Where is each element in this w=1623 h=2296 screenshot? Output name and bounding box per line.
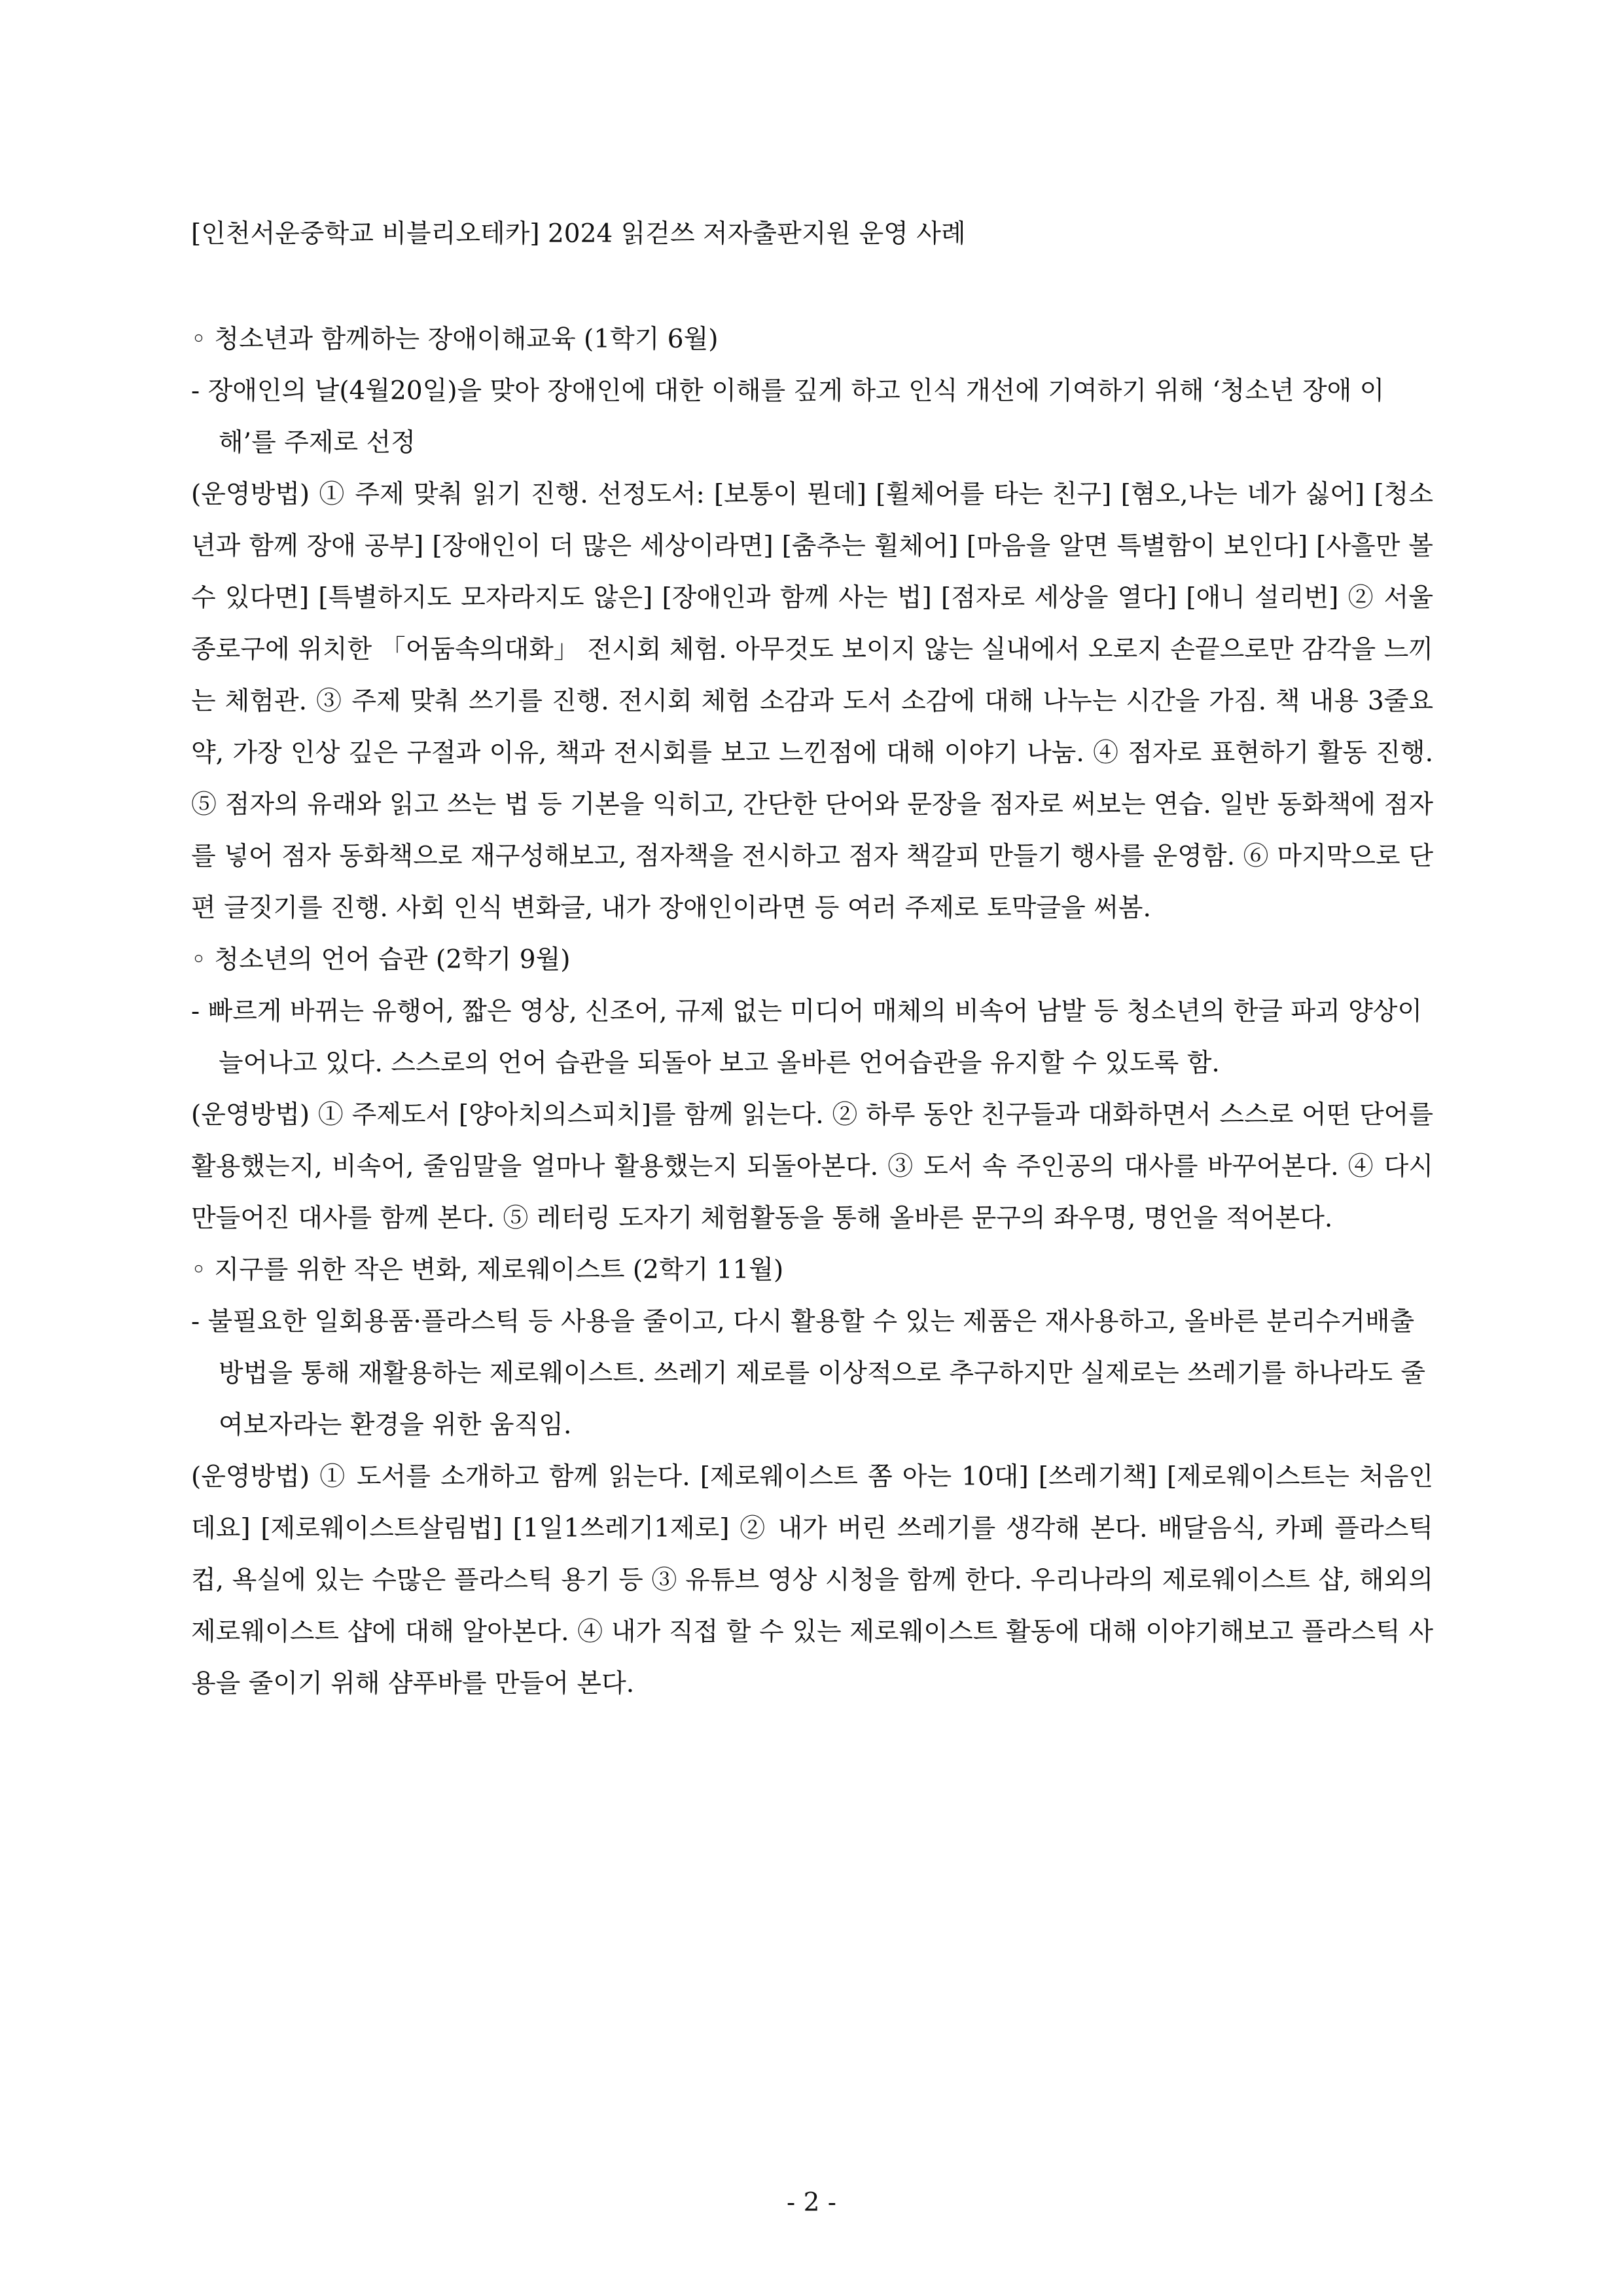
document-title: [인천서운중학교 비블리오테카] 2024 읽걷쓰 저자출판지원 운영 사례 (191, 219, 966, 249)
document-body (191, 208, 1433, 1710)
section-disability-education (191, 314, 1433, 934)
section-method: (운영방법) ① 주제도서 [양아치의스피치]를 함께 읽는다. ② 하루 동안 친구들과 대화하면서 스스로 어떤 단어를 활용했는지, 비속어, 줄임말을 얼마나 활용했는지 되돌아본다. ③ 도서 속 주인공의 대사를 바꾸어본다. ④ 다시 만들어진 대사를 함께 본다. ⑤ 레터링 도자기 체험활동을 통해 올바른 문구의 좌우명, 명언을 적어본다. (191, 1100, 1433, 1233)
section-description: - 불필요한 일회용품·플라스틱 등 사용을 줄이고, 다시 활용할 수 있는 제품은 재사용하고, 올바른 분리수거배출 방법을 통해 재활용하는 제로웨이스트. 쓰레기 제로를 이상적으로 추구하지만 실제로는 쓰레기를 하나라도 줄여보자라는 환경을 위한 움직임. (191, 1307, 1426, 1440)
section-description: - 장애인의 날(4월20일)을 맞아 장애인에 대한 이해를 깊게 하고 인식 개선에 기여하기 위해 ‘청소년 장애 이해’를 주제로 선정 (191, 376, 1385, 457)
section-heading: ◦ 청소년의 언어 습관 (2학기 9월) (191, 945, 571, 975)
section-language-habits (191, 934, 1433, 1244)
section-method: (운영방법) ① 도서를 소개하고 함께 읽는다. [제로웨이스트 쫌 아는 10대] [쓰레기책] [제로웨이스트는 처음인데요] [제로웨이스트살림법] [1일1쓰레기1제로] ② 내가 버린 쓰레기를 생각해 본다. 배달음식, 카페 플라스틱 컵, 욕실에 있는 수많은 플라스틱 용기 등 ③ 유튜브 영상 시청을 함께 한다. 우리나라의 제로웨이스트 샵, 해외의 제로웨이스트 샵에 대해 알아본다. ④ 내가 직접 할 수 있는 제로웨이스트 활동에 대해 이야기해보고 플라스틱 사용을 줄이기 위해 샴푸바를 만들어 본다. (191, 1462, 1433, 1698)
section-heading: ◦ 청소년과 함께하는 장애이해교육 (1학기 6월) (191, 325, 719, 354)
section-method: (운영방법) ① 주제 맞춰 읽기 진행. 선정도서: [보통이 뭔데] [휠체어를 타는 친구] [혐오,나는 네가 싫어] [청소년과 함께 장애 공부] [장애인이 더 많은 세상이라면] [춤추는 휠체어] [마음을 알면 특별함이 보인다] [사흘만 볼 수 있다면] [특별하지도 모자라지도 않은] [장애인과 함께 사는 법] [점자로 세상을 열다] [애니 설리번] ② 서울 종로구에 위치한 「어둠속의대화」 전시회 체험. 아무것도 보이지 않는 실내에서 오로지 손끝으로만 감각을 느끼는 체험관. ③ 주제 맞춰 쓰기를 진행. 전시회 체험 소감과 도서 소감에 대해 나누는 시간을 가짐. 책 내용 3줄요약, 가장 인상 깊은 구절과 이유, 책과 전시회를 보고 느낀점에 대해 이야기 나눔. ④ 점자로 표현하기 활동 진행. ⑤ 점자의 유래와 읽고 쓰는 법 등 기본을 익히고, 간단한 단어와 문장을 점자로 써보는 연습. 일반 동화책에 점자를 넣어 점자 동화책으로 재구성해보고, 점자책을 전시하고 점자 책갈피 만들기 행사를 운영함. ⑥ 마지막으로 단편 글짓기를 진행. 사회 인식 변화글, 내가 장애인이라면 등 여러 주제로 토막글을 써봄. (191, 480, 1433, 923)
page-number: - 2 - (787, 2188, 836, 2217)
section-heading: ◦ 지구를 위한 작은 변화, 제로웨이스트 (2학기 11월) (191, 1255, 784, 1285)
section-zero-waste (191, 1244, 1433, 1710)
section-description: - 빠르게 바뀌는 유행어, 짧은 영상, 신조어, 규제 없는 미디어 매체의 비속어 남발 등 청소년의 한글 파괴 양상이 늘어나고 있다. 스스로의 언어 습관을 되돌아 보고 올바른 언어습관을 유지할 수 있도록 함. (191, 997, 1423, 1078)
